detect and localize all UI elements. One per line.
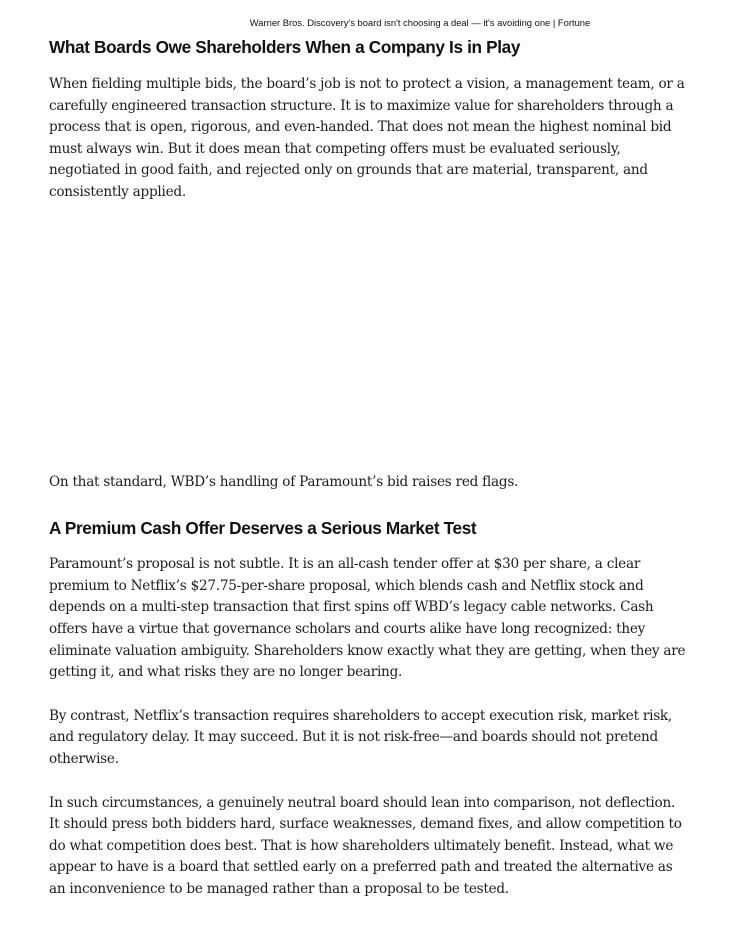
paragraph-board-job: When fielding multiple bids, the board’s job is not to protect a vision, a management team, or a carefully engineered transaction structure. It is to maximize value for shareholders through a process that is open, rigorous, and even-handed. That does not mean the highest nominal bid must always win. But it does mean that competing offers must be evaluated seriously, negotiated in good faith, and rejected only on grounds that are material, transparent, and consistently applied. [49,76,685,200]
paragraph-neutral-board: In such circumstances, a genuinely neutral board should lean into comparison, not deflection. It should press both bidders hard, surface weaknesses, demand fixes, and allow competition to do what competition does best. That is how shareholders ultimately benefit. Instead, what we appear to have is a board that settled early on a preferred path and treated the alternative as an inconvenience to be managed rather than a proposal to be tested. [49,794,682,897]
paragraph-netflix-contrast: By contrast, Netflix’s transaction requires shareholders to accept execution risk, market risk, and regulatory delay. It may succeed. But it is not risk-free—and boards should not pretend otherwise. [49,707,672,767]
section-heading-board-duties: What Boards Owe Shareholders When a Company Is in Play [49,37,521,57]
blank-ad-space [49,204,689,472]
paragraph-paramount-proposal: Paramount’s proposal is not subtle. It is an all-cash tender offer at $30 per share, a clear premium to Netflix’s $27.75-per-share proposal, which blends cash and Netflix stock and depends on a multi-step transaction that first spins off WBD’s legacy cable networks. Cash offers have a virtue that governance scholars and courts alike have long recognized: they eliminate valuation ambiguity. Shareholders know exactly what they are getting, when they are getting it, and what risks they are no longer bearing. [49,556,686,681]
article-body [49,36,689,900]
paragraph-standard: On that standard, WBD’s handling of Paramount’s bid raises red flags. [49,473,519,490]
print-page-header: Warner Bros. Discovery's board isn't choosing a deal — it's avoiding one | Fortune [249,17,591,28]
section-heading-cash-offer: A Premium Cash Offer Deserves a Serious Market Test [49,518,477,539]
